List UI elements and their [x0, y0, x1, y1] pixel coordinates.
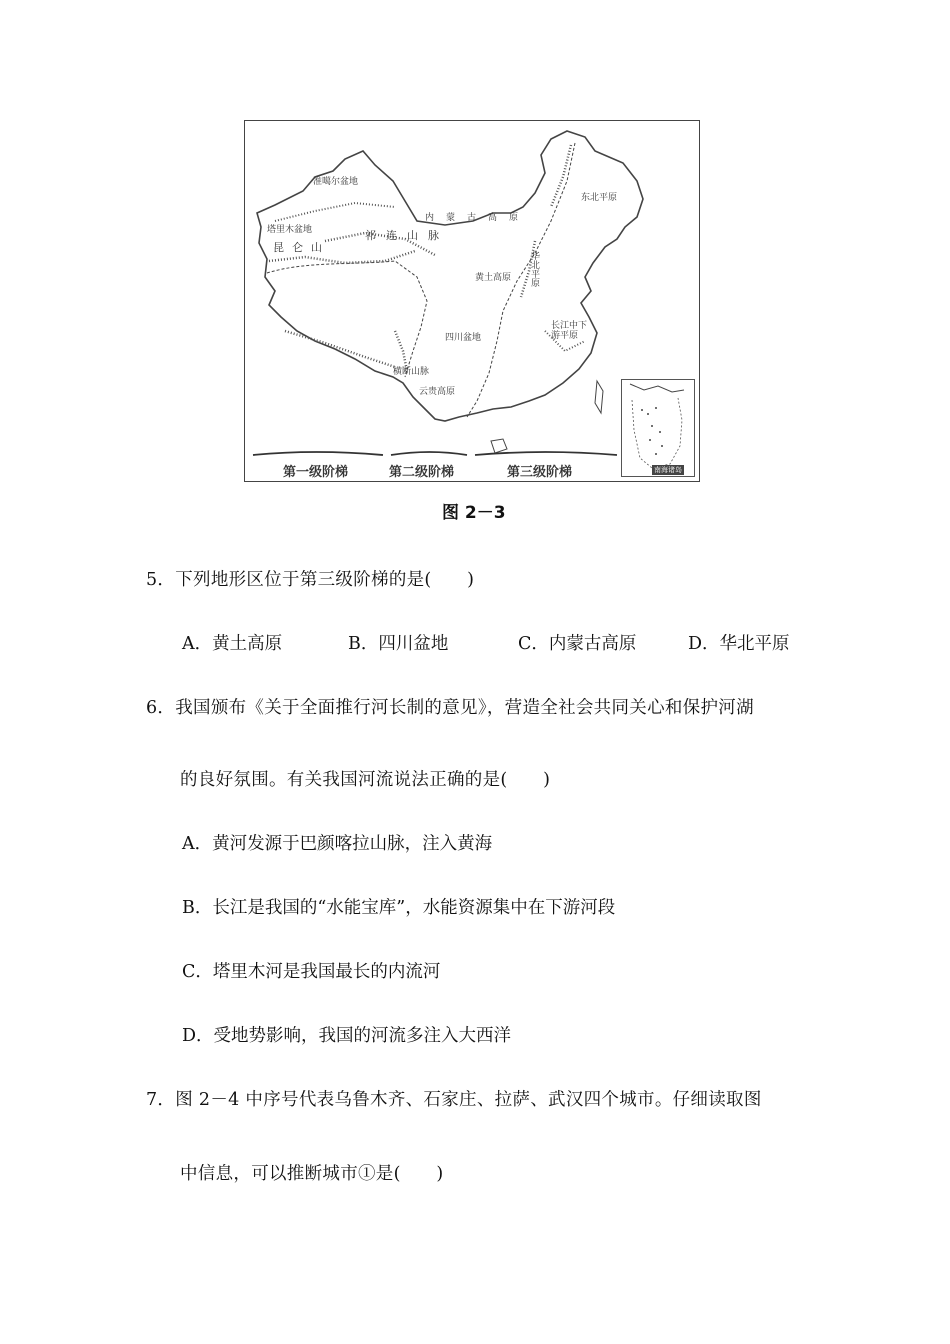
- step-boundary-1: [267, 261, 430, 377]
- question-5-option-c: C．内蒙古高原: [518, 634, 637, 654]
- step-bracket-2: [391, 452, 467, 455]
- label-qilian: 祁连山脉: [365, 229, 449, 242]
- label-yangtze: 长江中下游平原: [551, 321, 588, 341]
- label-loess: 黄土高原: [475, 273, 512, 283]
- figure-caption: 图 2－3: [442, 503, 506, 523]
- step-label-third: 第三级阶梯: [507, 465, 573, 480]
- question-6-option-d: D．受地势影响，我国的河流多注入大西洋: [182, 1026, 512, 1046]
- question-6-option-c: C．塔里木河是我国最长的内流河: [182, 962, 441, 982]
- question-7-stem-line1: 7．图 2－4 中序号代表乌鲁木齐、石家庄、拉萨、武汉四个城市。仔细读取图: [146, 1090, 762, 1110]
- label-hengduan: 横断山脉: [393, 367, 430, 377]
- label-huabei: 华北平原: [529, 251, 539, 287]
- label-kunlun: 昆仑山: [273, 241, 330, 254]
- label-tarim: 塔里木盆地: [267, 225, 313, 235]
- question-5-option-d: D．华北平原: [688, 634, 790, 654]
- south-china-sea-inset: [621, 379, 695, 477]
- question-5-option-b: B．四川盆地: [348, 634, 449, 654]
- hainan-island: [491, 439, 507, 453]
- label-yungui: 云贵高原: [419, 387, 456, 397]
- question-6-option-a: A．黄河发源于巴颜喀拉山脉，注入黄海: [182, 834, 493, 854]
- question-7-stem-line2: 中信息，可以推断城市①是( ): [180, 1164, 444, 1184]
- question-5-option-a: A．黄土高原: [182, 634, 283, 654]
- step-bracket-1: [253, 452, 383, 455]
- inset-drawing: [622, 380, 694, 476]
- china-outline: [257, 131, 643, 421]
- tianshan-range: [275, 203, 395, 221]
- label-junggar: 准噶尔盆地: [313, 177, 359, 187]
- label-northeast: 东北平原: [581, 193, 618, 203]
- himalaya-range: [285, 331, 395, 367]
- question-6-stem-line1: 6．我国颁布《关于全面推行河长制的意见》，营造全社会共同关心和保护河湖: [146, 698, 754, 718]
- question-6-stem-line2: 的良好氛围。有关我国河流说法正确的是( ): [180, 770, 551, 790]
- step-label-first: 第一级阶梯: [283, 465, 349, 480]
- step-label-second: 第二级阶梯: [389, 465, 455, 480]
- question-5-stem: 5．下列地形区位于第三级阶梯的是( ): [146, 570, 475, 590]
- label-sichuan: 四川盆地: [445, 333, 482, 343]
- taiwan-island: [595, 381, 603, 413]
- china-terrain-map: [244, 120, 700, 482]
- hengduan-range: [395, 331, 407, 371]
- question-6-option-b: B．长江是我国的“水能宝库”，水能资源集中在下游河段: [182, 898, 616, 918]
- daxinganling-range: [551, 145, 571, 207]
- inset-label: 南海诸岛: [654, 466, 682, 474]
- label-neimeng: 内蒙古高原: [425, 213, 531, 223]
